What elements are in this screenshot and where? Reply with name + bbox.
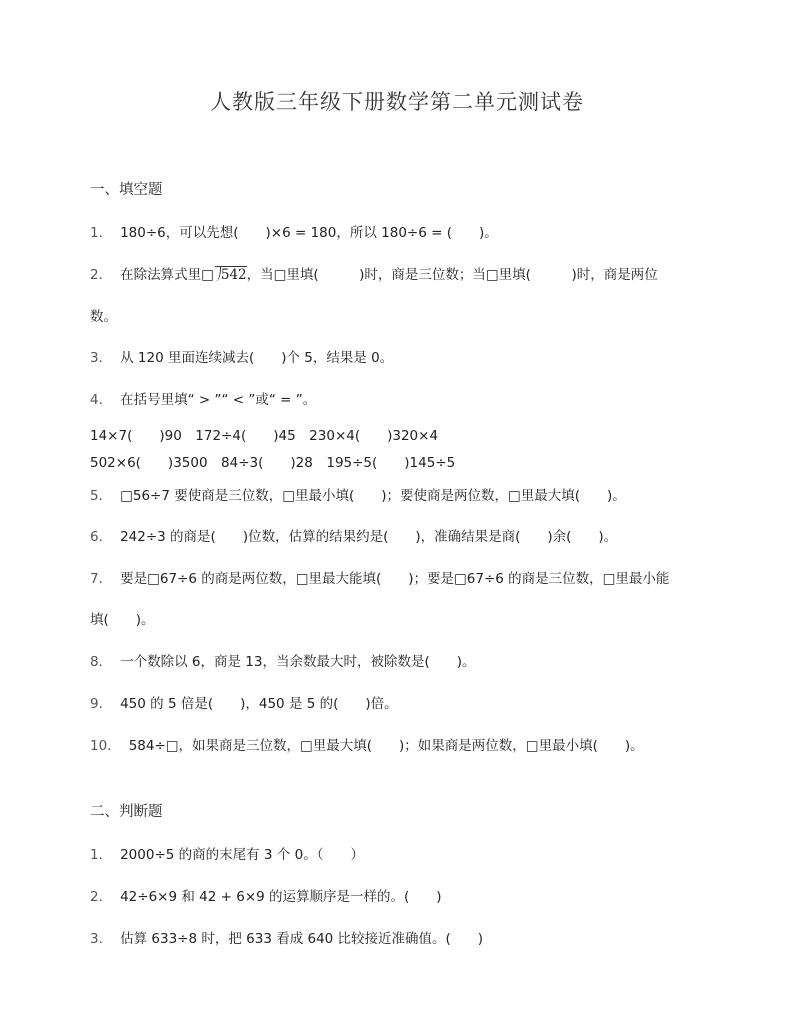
question-2-2 <box>90 885 442 905</box>
question-1-4 <box>90 388 316 408</box>
question-text: □56÷7 要使商是三位数，□里最小填( )；要使商是两位数，□里最大填( )。 <box>120 488 626 504</box>
question-number: 4． <box>90 392 113 408</box>
question-1-5 <box>90 484 626 504</box>
question-text: 从 120 里面连续减去( )个 5，结果是 0。 <box>120 350 394 366</box>
question-1-2-continuation: 数。 <box>90 309 117 325</box>
question-number: 8． <box>90 654 113 670</box>
question-1-10 <box>90 734 644 754</box>
question-text: 584÷□，如果商是三位数，□里最大填( )；如果商是两位数，□里最小填( )。 <box>128 738 644 754</box>
question-1-7 <box>90 567 669 587</box>
question-text: 42÷6×9 和 42 + 6×9 的运算顺序是一样的。( ) <box>120 889 442 905</box>
question-number: 1． <box>90 225 113 241</box>
question-number: 2． <box>90 267 113 283</box>
section-heading-fill-blank: 一、填空题 <box>90 182 163 198</box>
question-text: 2000÷5 的商的末尾有 3 个 0。（ ） <box>120 847 364 863</box>
question-text: 180÷6，可以先想( )×6 = 180，所以 180÷6 = ( )。 <box>120 225 498 241</box>
question-1-6 <box>90 525 617 545</box>
question-number: 7． <box>90 571 113 587</box>
question-text: 在括号里填“ > ”“ < ”或“ = ”。 <box>120 392 317 408</box>
question-text: 估算 633÷8 时，把 633 看成 640 比较接近准确值。( ) <box>120 931 484 947</box>
question-number: 9． <box>90 696 113 712</box>
question-text-continued: ，当□里填( )时，商是三位数；当□里填( )时，商是两位 <box>246 267 658 283</box>
question-text: 在除法算式里□ <box>120 267 214 283</box>
question-2-1 <box>90 843 364 863</box>
question-2-3 <box>90 927 483 947</box>
question-1-3 <box>90 346 393 366</box>
question-text: 450 的 5 倍是( )，450 是 5 的( )倍。 <box>120 696 398 712</box>
page-title: 人教版三年级下册数学第二单元测试卷 <box>210 90 584 114</box>
question-text: 242÷3 的商是( )位数，估算的结果约是( )，准确结果是商( )余( )。 <box>120 529 618 545</box>
section-heading-true-false: 二、判断题 <box>90 804 163 820</box>
question-1-1 <box>90 221 498 241</box>
question-1-7-continuation: 填( )。 <box>90 612 155 628</box>
question-number: 10． <box>90 738 121 754</box>
compare-row-2: 502×6( )3500 84÷3( )28 195÷5( )145÷5 <box>90 455 456 471</box>
question-number: 5． <box>90 488 113 504</box>
question-number: 1． <box>90 847 113 863</box>
question-1-9 <box>90 692 398 712</box>
question-1-8 <box>90 650 475 670</box>
long-division-symbol: 542 <box>215 266 247 283</box>
question-text: 一个数除以 6，商是 13，当余数最大时，被除数是( )。 <box>120 654 476 670</box>
question-number: 3． <box>90 350 113 366</box>
compare-row-1: 14×7( )90 172÷4( )45 230×4( )320×4 <box>90 428 439 444</box>
question-number: 3． <box>90 931 113 947</box>
question-text: 要是□67÷6 的商是两位数，□里最大能填( )；要是□67÷6 的商是三位数，□里最小能 <box>120 571 670 587</box>
question-1-2 <box>90 263 658 283</box>
question-number: 2． <box>90 889 113 905</box>
question-number: 6． <box>90 529 113 545</box>
